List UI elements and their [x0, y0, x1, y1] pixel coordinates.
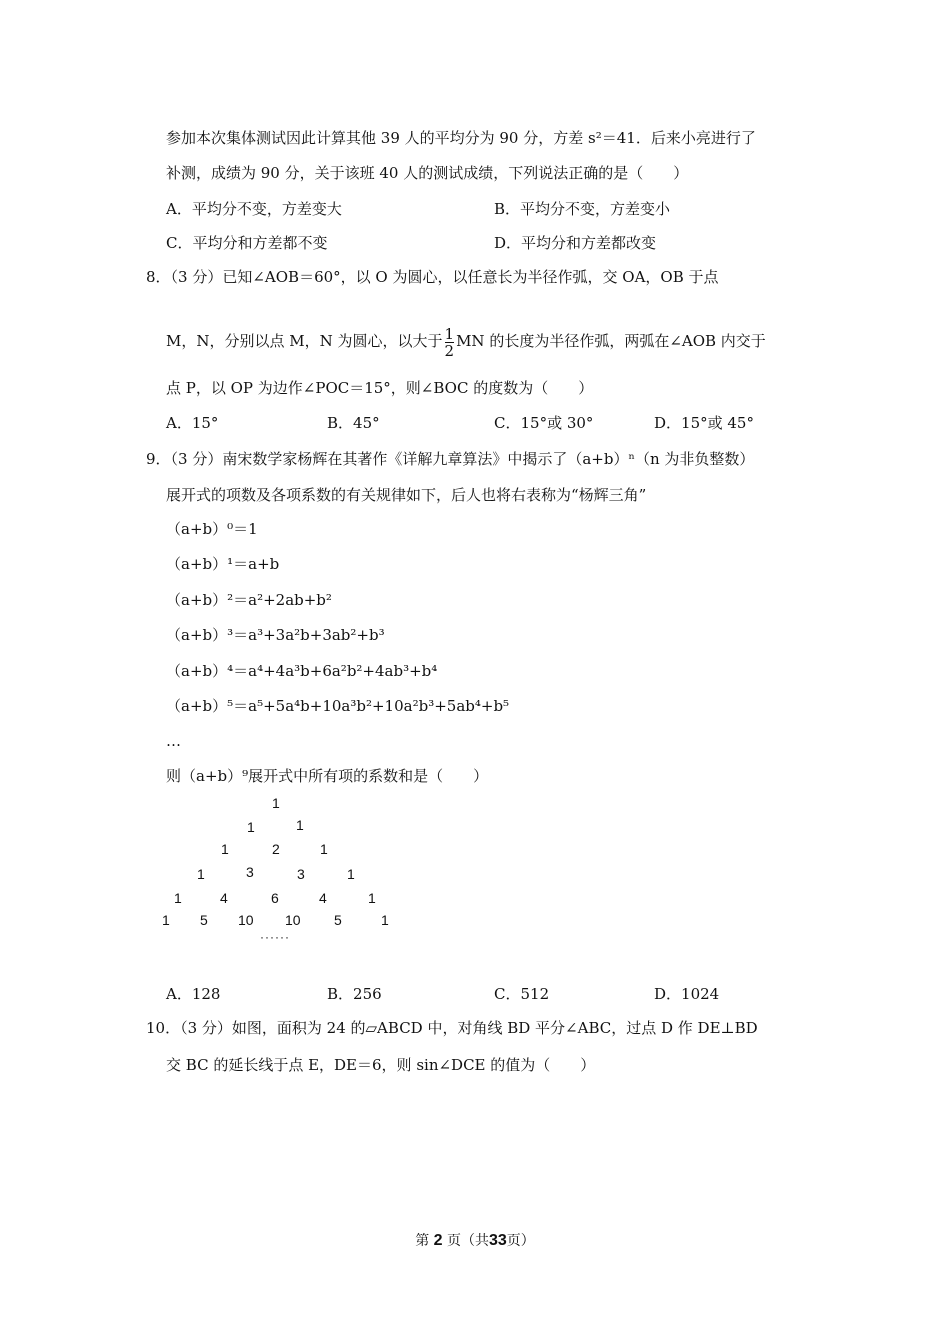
q9-expansion-3: （a+b）³＝a³+3a²b+3ab²+b³ [166, 626, 385, 644]
q9-expansion-2: （a+b）²＝a²+2ab+b² [166, 591, 332, 609]
triangle-number: 4 [220, 890, 228, 906]
triangle-number: 1 [221, 841, 229, 857]
triangle-number: 2 [272, 841, 280, 857]
triangle-number: 3 [246, 864, 254, 880]
footer-suffix: 页） [506, 1233, 535, 1249]
triangle-number: 1 [381, 912, 389, 928]
q9-option-b: B．256 [327, 985, 382, 1003]
q9-option-a: A．128 [166, 985, 221, 1003]
q9-expansion-1: （a+b）¹＝a+b [166, 555, 280, 573]
triangle-number: 3 [297, 866, 305, 882]
page-number: 2 [433, 1232, 443, 1249]
q9-expansion-4: （a+b）⁴＝a⁴+4a³b+6a²b²+4ab³+b⁴ [166, 662, 438, 680]
triangle-number: 1 [347, 866, 355, 882]
q8-option-d: D．15°或 45° [654, 414, 754, 432]
q9-option-d: D．1024 [654, 985, 720, 1003]
q9-line1: 9．（3 分）南宋数学家杨辉在其著作《详解九章算法》中揭示了（a+b）ⁿ（n 为非负整数） [146, 450, 755, 468]
triangle-number: 1 [174, 890, 182, 906]
q8-line2-pre: M，N，分别以点 M，N 为圆心，以大于 [166, 332, 443, 350]
triangle-number: 1 [368, 890, 376, 906]
q9-expansion-0: （a+b）⁰＝1 [166, 520, 258, 538]
q9-line2: 展开式的项数及各项系数的有关规律如下，后人也将右表称为“杨辉三角” [166, 486, 647, 504]
q8-option-a: A．15° [166, 414, 219, 432]
q8-option-b: B．45° [327, 414, 380, 432]
q8-line2 [166, 324, 766, 359]
q7-option-b: B．平均分不变，方差变小 [494, 200, 671, 218]
triangle-number: 1 [320, 841, 328, 857]
q9-option-c: C．512 [494, 985, 550, 1003]
triangle-number: 1 [162, 912, 170, 928]
footer-prefix: 第 [415, 1233, 430, 1249]
total-pages: 33 [489, 1232, 507, 1249]
triangle-number: 10 [238, 912, 254, 928]
q9-question: 则（a+b）⁹展开式中所有项的系数和是（ ） [166, 767, 489, 785]
q7-line1: 参加本次集体测试因此计算其他 39 人的平均分为 90 分，方差 s²＝41．后来小亮进行了 [166, 129, 756, 147]
triangle-number: 1 [197, 866, 205, 882]
q10-line1: 10．（3 分）如图，面积为 24 的▱ABCD 中，对角线 BD 平分∠ABC，过点 D 作 DE⊥BD [146, 1019, 758, 1037]
q7-option-c: C．平均分和方差都不变 [166, 234, 328, 252]
triangle-number: 1 [247, 819, 255, 835]
q9-ellipsis: … [166, 732, 181, 750]
fraction-one-half [445, 326, 455, 359]
q9-expansion-5: （a+b）⁵＝a⁵+5a⁴b+10a³b²+10a²b³+5ab⁴+b⁵ [166, 697, 510, 715]
triangle-continuation-dots: ······ [260, 930, 290, 944]
triangle-number: 10 [285, 912, 301, 928]
triangle-number: 5 [200, 912, 208, 928]
fraction-denominator: 2 [444, 341, 455, 360]
triangle-number: 1 [296, 817, 304, 833]
q7-option-d: D．平均分和方差都改变 [494, 234, 657, 252]
q8-line3: 点 P，以 OP 为边作∠POC＝15°，则∠BOC 的度数为（ ） [166, 379, 594, 397]
page-footer [0, 1230, 950, 1250]
q8-line2-post: MN 的长度为半径作弧，两弧在∠AOB 内交于 [456, 332, 766, 350]
triangle-number: 6 [271, 890, 279, 906]
footer-middle: 页（共 [447, 1233, 489, 1249]
triangle-number: 5 [334, 912, 342, 928]
q8-line1: 8．（3 分）已知∠AOB＝60°，以 O 为圆心，以任意长为半径作弧，交 OA，OB 于点 [146, 268, 719, 286]
q10-line2: 交 BC 的延长线于点 E，DE＝6，则 sin∠DCE 的值为（ ） [166, 1056, 596, 1074]
q7-option-a: A．平均分不变，方差变大 [166, 200, 342, 218]
fraction-numerator: 1 [444, 324, 455, 343]
q7-line2: 补测，成绩为 90 分，关于该班 40 人的测试成绩，下列说法正确的是（ ） [166, 164, 689, 182]
triangle-number: 4 [319, 890, 327, 906]
triangle-number: 1 [272, 795, 280, 811]
q8-option-c: C．15°或 30° [494, 414, 594, 432]
